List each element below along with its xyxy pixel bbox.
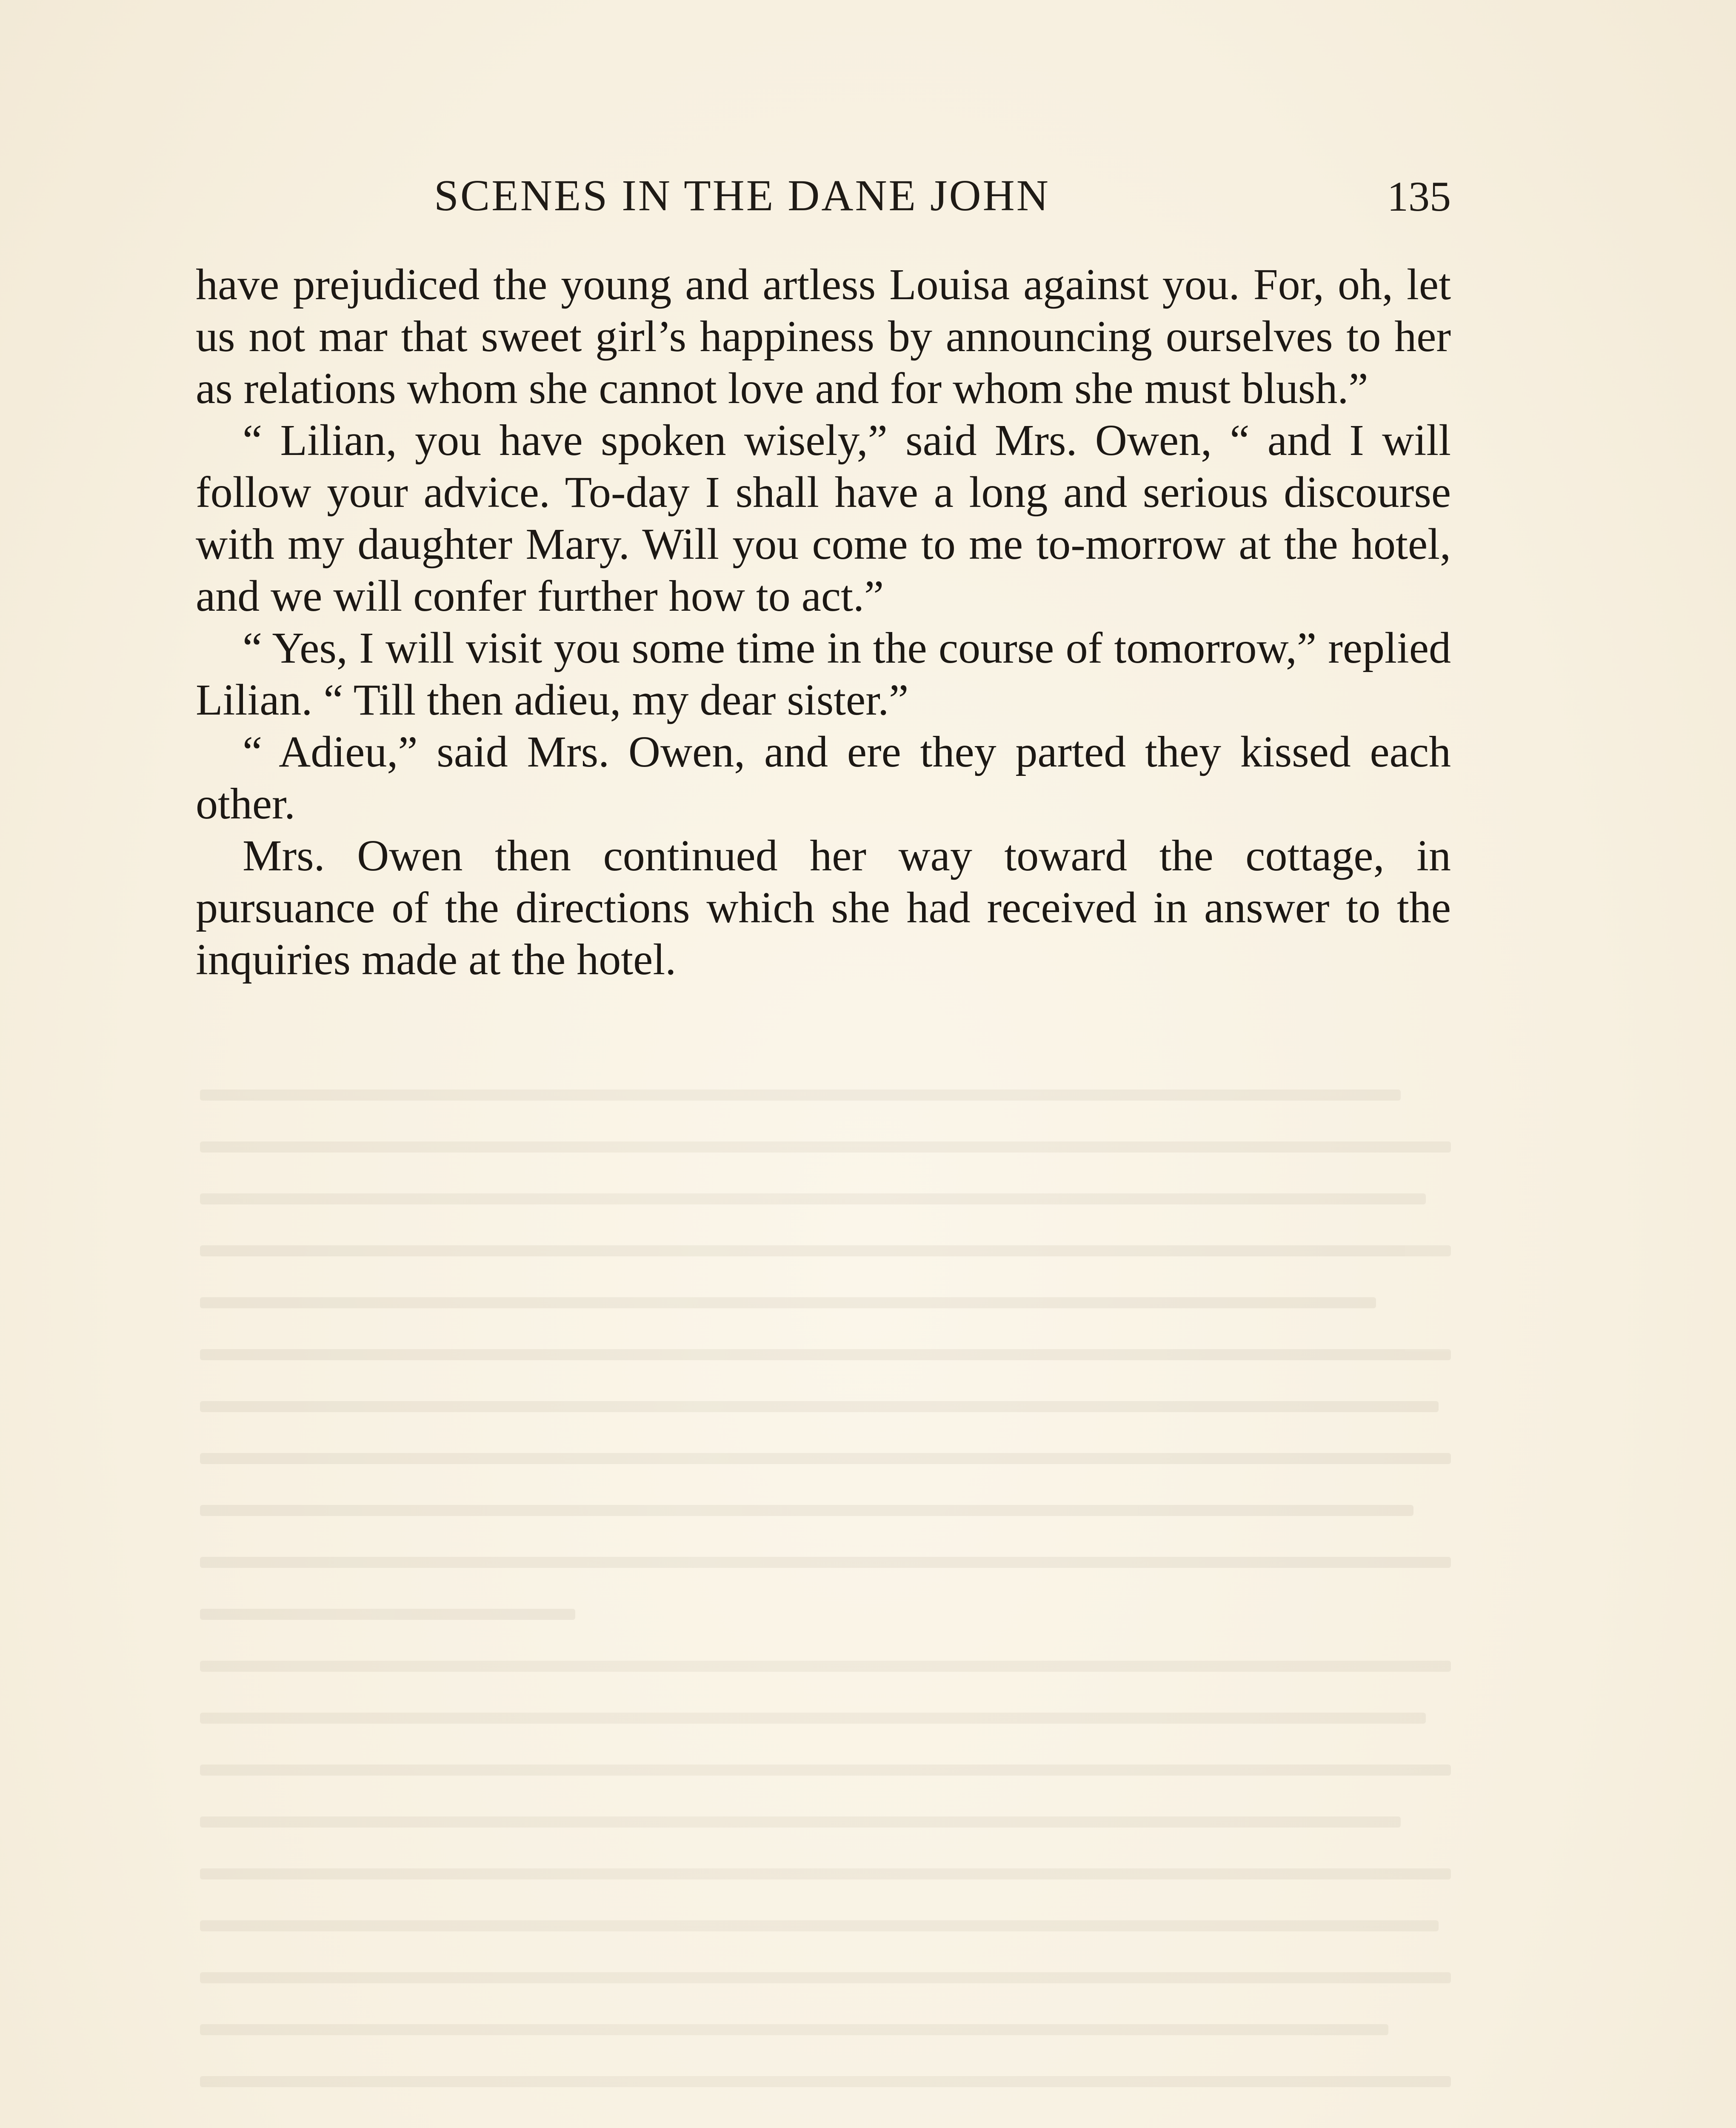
show-through-text — [200, 1090, 1451, 2128]
paragraph-yes-reply: “ Yes, I will visit you some time in the course of tomorrow,” replied Lilian. “ Till then adieu, my dear sister.” — [196, 624, 1451, 724]
body-text — [196, 259, 1451, 986]
running-head: SCENES IN THE DANE JOHN — [434, 171, 1050, 220]
paragraph-lilian-speech: “ Lilian, you have spoken wisely,” said Mrs. Owen, “ and I will follow your advice. To-day I shall have a long and serious discourse with my daughter Mary. Will you come to me to-morrow at the hotel, and we will confer further how to act.” — [196, 416, 1451, 621]
page-header — [196, 170, 1451, 226]
paragraph-continuation: have prejudiced the young and artless Louisa against you. For, oh, let us not mar that sweet girl’s happiness by announcing ourselves to her as relations whom she cannot love and for whom she must blush.” — [196, 260, 1451, 413]
page-number: 135 — [1387, 173, 1451, 220]
paragraph-mrs-owen-continues: Mrs. Owen then continued her way toward the cottage, in pursuance of the directions which she had received in answer to the inquiries made at the hotel. — [196, 831, 1451, 984]
paragraph-adieu: “ Adieu,” said Mrs. Owen, and ere they parted they kissed each other. — [196, 727, 1451, 828]
